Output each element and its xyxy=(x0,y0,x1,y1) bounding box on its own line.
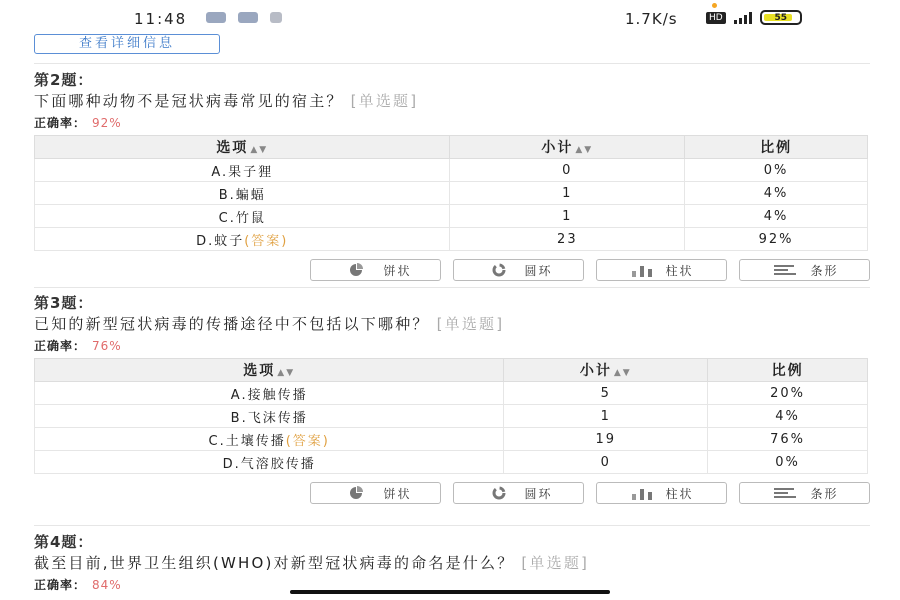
option-count: 0 xyxy=(504,451,708,474)
accuracy-value: 92% xyxy=(92,116,122,130)
column-chart-button[interactable]: 柱状 xyxy=(596,259,727,281)
sort-icon: ▲▼ xyxy=(575,145,594,155)
pie-chart-icon xyxy=(339,263,373,277)
accuracy xyxy=(34,337,870,354)
option-count: 1 xyxy=(450,205,685,228)
table-row xyxy=(35,451,868,474)
bar-chart-icon xyxy=(770,486,800,500)
column-header-option[interactable]: 选项 ▲▼ xyxy=(35,359,504,382)
table-row xyxy=(35,182,868,205)
pie-chart-icon xyxy=(339,486,373,500)
option-ratio: 76% xyxy=(708,428,868,451)
question-title: 第3题： xyxy=(34,294,94,312)
option-ratio: 4% xyxy=(685,182,868,205)
lock-icon xyxy=(270,12,282,23)
question-text-body: 下面哪种动物不是冠状病毒常见的宿主？ xyxy=(34,92,344,110)
app-notification-icon xyxy=(238,12,258,23)
sort-icon: ▲▼ xyxy=(250,145,269,155)
option-ratio: 4% xyxy=(708,405,868,428)
divider xyxy=(34,63,870,64)
question-block-2 xyxy=(34,69,870,281)
network-speed: 1.7K/s xyxy=(625,10,678,28)
table-row xyxy=(35,159,868,182)
question-text-body: 已知的新型冠状病毒的传播途径中不包括以下哪种？ xyxy=(34,315,430,333)
option-count: 5 xyxy=(504,382,708,405)
option-label: B.蝙蝠 xyxy=(35,182,450,205)
question-text xyxy=(34,554,870,573)
table-row xyxy=(35,405,868,428)
column-header-ratio: 比例 xyxy=(708,359,868,382)
answer-tag: (答案) xyxy=(285,433,330,449)
question-text-body: 截至目前,世界卫生组织(WHO)对新型冠状病毒的命名是什么？ xyxy=(34,554,515,572)
pie-chart-button[interactable]: 饼状 xyxy=(310,259,441,281)
ring-chart-icon xyxy=(484,486,514,500)
option-ratio: 0% xyxy=(685,159,868,182)
question-type: [单选题] xyxy=(350,92,419,110)
home-indicator[interactable] xyxy=(290,590,610,594)
chart-type-buttons xyxy=(34,482,870,504)
question-title: 第4题： xyxy=(34,533,94,551)
table-row xyxy=(35,428,868,451)
question-type: [单选题] xyxy=(436,315,505,333)
status-bar xyxy=(0,0,900,34)
table-row xyxy=(35,382,868,405)
accuracy-value: 76% xyxy=(92,339,122,353)
accuracy-label: 正确率： xyxy=(34,578,87,592)
bar-chart-button[interactable]: 条形 xyxy=(739,482,870,504)
option-label: C.竹鼠 xyxy=(35,205,450,228)
bar-chart-icon xyxy=(770,263,800,277)
options-table xyxy=(34,135,868,251)
option-ratio: 20% xyxy=(708,382,868,405)
question-title: 第2题： xyxy=(34,71,94,89)
column-chart-icon xyxy=(629,486,655,500)
chart-type-buttons xyxy=(34,259,870,281)
column-header-option[interactable]: 选项 ▲▼ xyxy=(35,136,450,159)
message-icon xyxy=(206,12,226,23)
table-row xyxy=(35,205,868,228)
column-chart-button[interactable]: 柱状 xyxy=(596,482,727,504)
question-text xyxy=(34,315,870,334)
notification-icons xyxy=(206,12,282,23)
accuracy xyxy=(34,114,870,131)
options-table xyxy=(34,358,868,474)
question-type: [单选题] xyxy=(521,554,590,572)
answer-tag: (答案) xyxy=(244,233,289,249)
pie-chart-button[interactable]: 饼状 xyxy=(310,482,441,504)
sort-icon: ▲▼ xyxy=(277,368,296,378)
option-count: 19 xyxy=(504,428,708,451)
ring-chart-button[interactable]: 圆环 xyxy=(453,259,584,281)
accuracy-label: 正确率： xyxy=(34,339,87,353)
option-label: A.果子狸 xyxy=(35,159,450,182)
question-text xyxy=(34,92,870,111)
signal-icon xyxy=(734,11,752,24)
table-row xyxy=(35,228,868,251)
column-chart-icon xyxy=(629,263,655,277)
option-count: 1 xyxy=(504,405,708,428)
accuracy-value: 84% xyxy=(92,578,122,592)
ring-chart-icon xyxy=(484,263,514,277)
option-ratio: 4% xyxy=(685,205,868,228)
option-label: D.气溶胶传播 xyxy=(35,451,504,474)
hd-badge: HD xyxy=(706,12,726,24)
option-count: 0 xyxy=(450,159,685,182)
sort-icon: ▲▼ xyxy=(613,368,632,378)
option-ratio: 92% xyxy=(685,228,868,251)
bar-chart-button[interactable]: 条形 xyxy=(739,259,870,281)
status-right xyxy=(706,10,802,25)
battery-icon xyxy=(760,10,802,25)
option-label: C.土壤传播(答案) xyxy=(35,428,504,451)
battery-level: 55 xyxy=(774,12,787,23)
accuracy-label: 正确率： xyxy=(34,116,87,130)
question-block-3 xyxy=(34,292,870,504)
notification-dot-icon xyxy=(712,3,717,8)
ring-chart-button[interactable]: 圆环 xyxy=(453,482,584,504)
question-block-4 xyxy=(34,531,870,593)
divider xyxy=(34,525,870,526)
option-label: A.接触传播 xyxy=(35,382,504,405)
status-time: 11:48 xyxy=(134,10,188,28)
option-ratio: 0% xyxy=(708,451,868,474)
option-label: D.蚊子(答案) xyxy=(35,228,450,251)
column-header-count[interactable]: 小计 ▲▼ xyxy=(504,359,708,382)
view-details-button[interactable]: 查看详细信息 xyxy=(34,34,220,54)
option-count: 23 xyxy=(450,228,685,251)
column-header-count[interactable]: 小计 ▲▼ xyxy=(450,136,685,159)
option-label: B.飞沫传播 xyxy=(35,405,504,428)
option-count: 1 xyxy=(450,182,685,205)
divider xyxy=(34,287,870,288)
column-header-ratio: 比例 xyxy=(685,136,868,159)
